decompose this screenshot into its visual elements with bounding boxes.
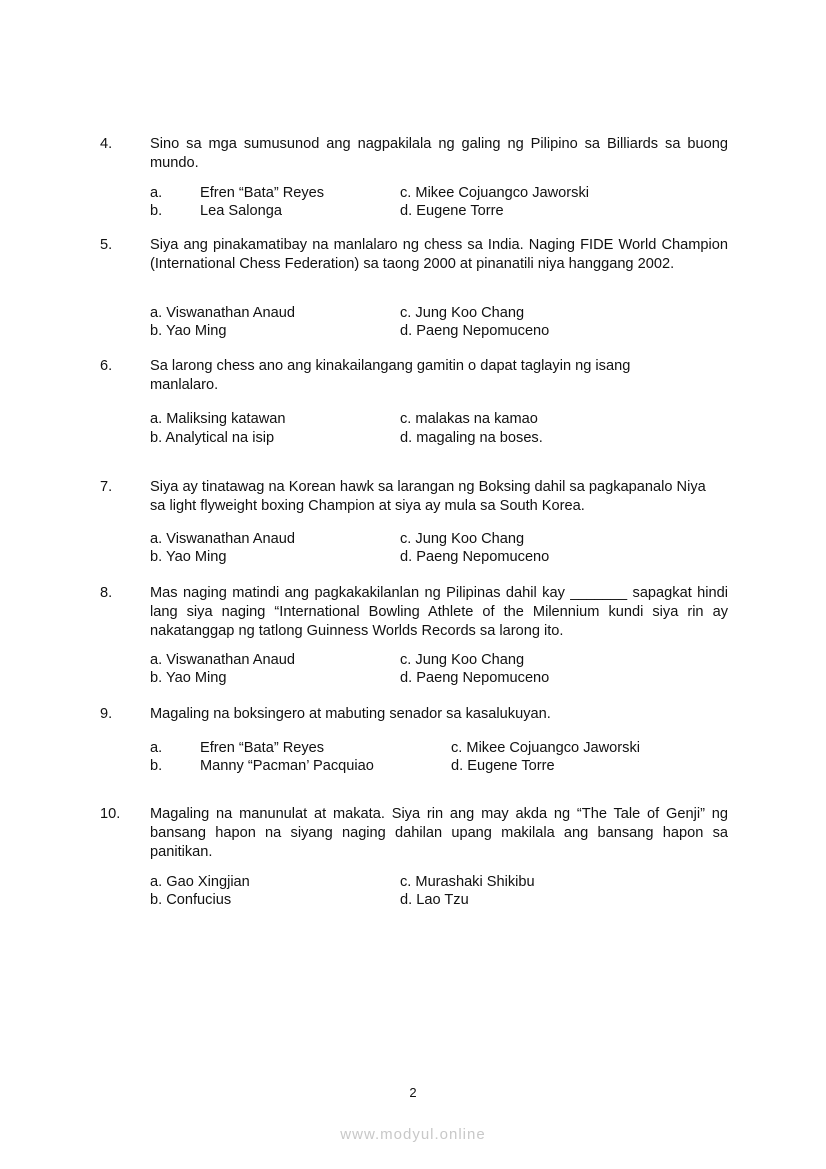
question-text: Sino sa mga sumusunod ang nagpakilala ng galing ng Pilipino sa Billiards sa buong mundo. (150, 136, 728, 171)
option-c: c. Jung Koo Chang (400, 531, 525, 547)
watermark: www.modyul.online (340, 1126, 486, 1143)
option-a-letter: a. (150, 185, 163, 201)
option-b: b. Analytical na isip (150, 430, 275, 446)
option-b: b. Yao Ming (150, 323, 227, 339)
question-text: Siya ang pinakamatibay na manlalaro ng chess sa India. Naging FIDE World Champion (International Chess Federation) sa taong 2000 at pinanatili niya hanggang 2002. (150, 237, 728, 272)
option-b-letter: b. (150, 203, 163, 219)
option-c: c. Jung Koo Chang (400, 652, 525, 668)
question-text: Magaling na boksingero at mabuting senador sa kasalukuyan. (150, 706, 551, 722)
option-d: d. Paeng Nepomuceno (400, 549, 550, 565)
question-number: 5. (100, 237, 113, 253)
question-number: 9. (100, 706, 113, 722)
question-number: 8. (100, 585, 113, 601)
option-d: d. Eugene Torre (451, 758, 555, 774)
option-a: Efren “Bata” Reyes (200, 185, 325, 201)
option-a: a. Gao Xingjian (150, 874, 250, 890)
option-b: Manny “Pacman’ Pacquiao (200, 758, 374, 774)
option-b: b. Confucius (150, 892, 232, 908)
question-number: 6. (100, 358, 113, 374)
option-b: b. Yao Ming (150, 549, 227, 565)
option-a: Efren “Bata” Reyes (200, 740, 325, 756)
option-a: a. Viswanathan Anaud (150, 652, 295, 668)
option-d: d. magaling na boses. (400, 430, 543, 446)
page-number: 2 (409, 1085, 417, 1100)
question-text: Mas naging matindi ang pagkakakilanlan ng Pilipinas dahil kay _______ sapagkat hindi lang siya naging “International Bowling Athlete of the Milennium kundi siya rin ay nakatanggap ng tatlong Guinness Worlds Records sa larong ito. (150, 585, 728, 639)
option-b: Lea Salonga (200, 203, 282, 219)
question-text: Magaling na manunulat at makata. Siya rin ang may akda ng “The Tale of Genji” ng bansang hapon na siyang naging dahilan upang makilala ang bansang hapon sa panitikan. (150, 806, 728, 860)
question-number: 10. (100, 806, 121, 822)
option-d: d. Lao Tzu (400, 892, 469, 908)
option-c: c. Mikee Cojuangco Jaworski (451, 740, 640, 756)
option-c: c. Mikee Cojuangco Jaworski (400, 185, 589, 201)
option-a: a. Viswanathan Anaud (150, 305, 295, 321)
option-c: c. Murashaki Shikibu (400, 874, 535, 890)
option-a: a. Maliksing katawan (150, 411, 286, 427)
option-a-letter: a. (150, 740, 163, 756)
option-b-letter: b. (150, 758, 163, 774)
question-text: Sa larong chess ano ang kinakailangang gamitin o dapat taglayin ng isang manlalaro. (150, 358, 631, 393)
option-d: d. Paeng Nepomuceno (400, 670, 550, 686)
option-d: d. Eugene Torre (400, 203, 504, 219)
question-number: 4. (100, 136, 113, 152)
option-c: c. Jung Koo Chang (400, 305, 525, 321)
option-c: c. malakas na kamao (400, 411, 538, 427)
question-number: 7. (100, 479, 113, 495)
option-d: d. Paeng Nepomuceno (400, 323, 550, 339)
question-text: Siya ay tinatawag na Korean hawk sa larangan ng Boksing dahil sa pagkapanalo Niya sa light flyweight boxing Champion at siya ay mula sa South Korea. (150, 479, 706, 514)
option-b: b. Yao Ming (150, 670, 227, 686)
option-a: a. Viswanathan Anaud (150, 531, 295, 547)
